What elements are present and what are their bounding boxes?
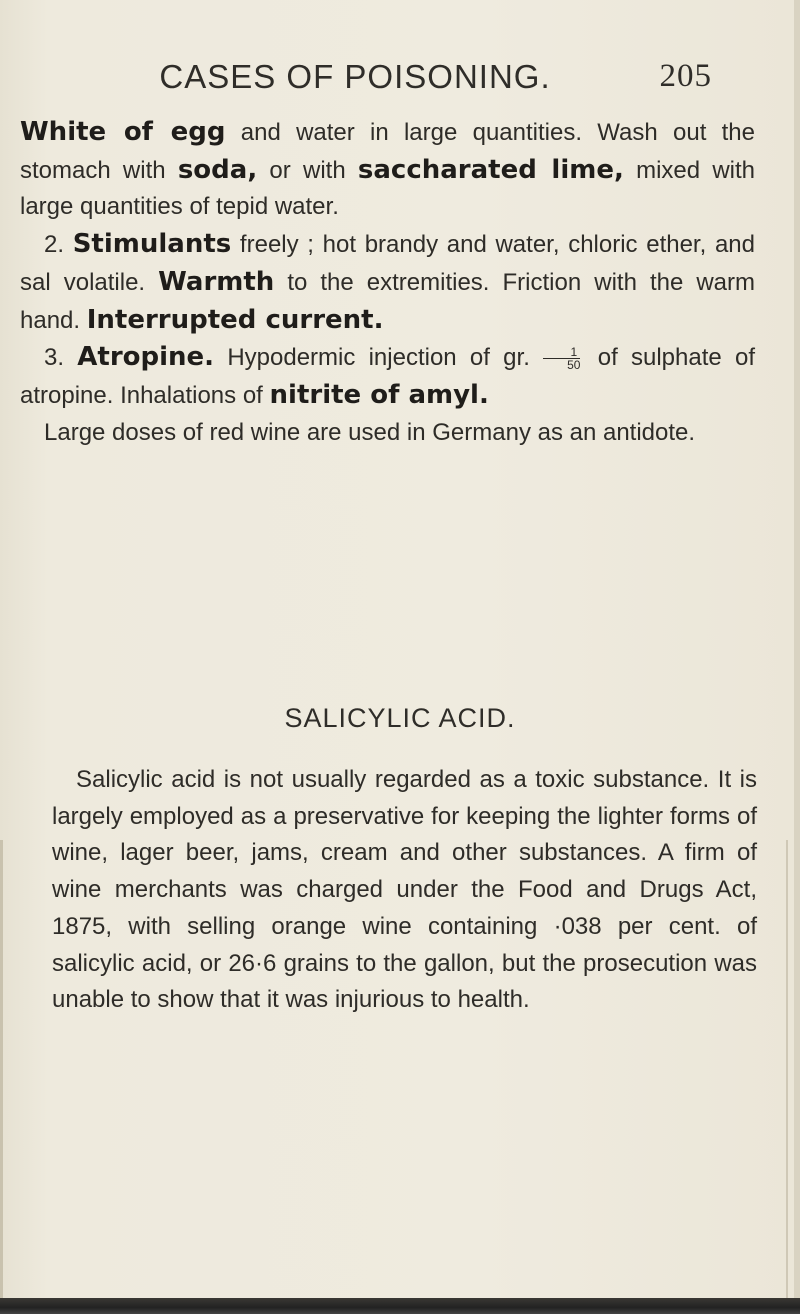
running-head: CASES OF POISONING. bbox=[159, 58, 551, 95]
emphasis-interrupted-current: Interrupted current. bbox=[86, 304, 384, 335]
emphasis-stimulants: Stimulants bbox=[72, 229, 232, 260]
text-span: freely ; hot brandy and water, chloric ether, and sal volatile. bbox=[20, 231, 755, 296]
emphasis-saccharated-lime: saccharated lime, bbox=[357, 154, 624, 185]
paragraph-stimulants bbox=[20, 226, 755, 339]
text-span: and water in large quantities. Wash out the stomach with bbox=[20, 119, 755, 184]
text-span: or with bbox=[257, 156, 358, 184]
salicylic-text bbox=[52, 762, 757, 1019]
text-span: 3. bbox=[44, 344, 78, 372]
emphasis-nitrite-of-amyl: nitrite of amyl. bbox=[269, 379, 489, 410]
text-span: of sulphate of atropine. Inhalations of bbox=[20, 344, 756, 409]
fraction-numerator: 1 bbox=[543, 346, 580, 359]
page-edge-shadow bbox=[794, 0, 800, 1314]
fraction-dose bbox=[543, 346, 580, 371]
emphasis-atropine: Atropine. bbox=[77, 342, 215, 373]
text-span: mixed with large quantities of tepid water. bbox=[20, 156, 756, 221]
treatment-text bbox=[20, 114, 755, 451]
emphasis-warmth: Warmth bbox=[158, 266, 275, 297]
text-span: 2. bbox=[44, 231, 73, 259]
page-bottom-edge bbox=[0, 1298, 800, 1314]
page-edge-line bbox=[786, 840, 788, 1300]
paragraph-egg bbox=[20, 114, 755, 226]
page-header bbox=[0, 58, 800, 102]
emphasis-soda: soda, bbox=[177, 154, 258, 185]
paragraph-atropine bbox=[20, 339, 755, 414]
section-title: SALICYLIC ACID. bbox=[284, 703, 516, 733]
fraction-denominator: 50 bbox=[567, 358, 581, 373]
gutter-line bbox=[0, 840, 3, 1300]
paragraph-salicylic: Salicylic acid is not usually regarded as a toxic substance. It is largely employed as a preservative for keeping the lighter forms of wine, lager beer, jams, cream and other substances. A firm of wine merchants was charged under the Food and Drugs Act, 1875, with selling orange wine containing ·038 per cent. of salicylic acid, or 26·6 grains to the gallon, but the prosecution was unable to show that it was injurious to health. bbox=[52, 766, 757, 1014]
text-span: to the extremities. Friction with the warm hand. bbox=[20, 268, 756, 334]
page-number: 205 bbox=[659, 58, 712, 94]
paragraph-red-wine: Large doses of red wine are used in Germany as an antidote. bbox=[44, 418, 696, 446]
emphasis-white-of-egg: White of egg bbox=[20, 117, 226, 147]
text-span: Hypodermic injection of gr. bbox=[214, 344, 544, 372]
